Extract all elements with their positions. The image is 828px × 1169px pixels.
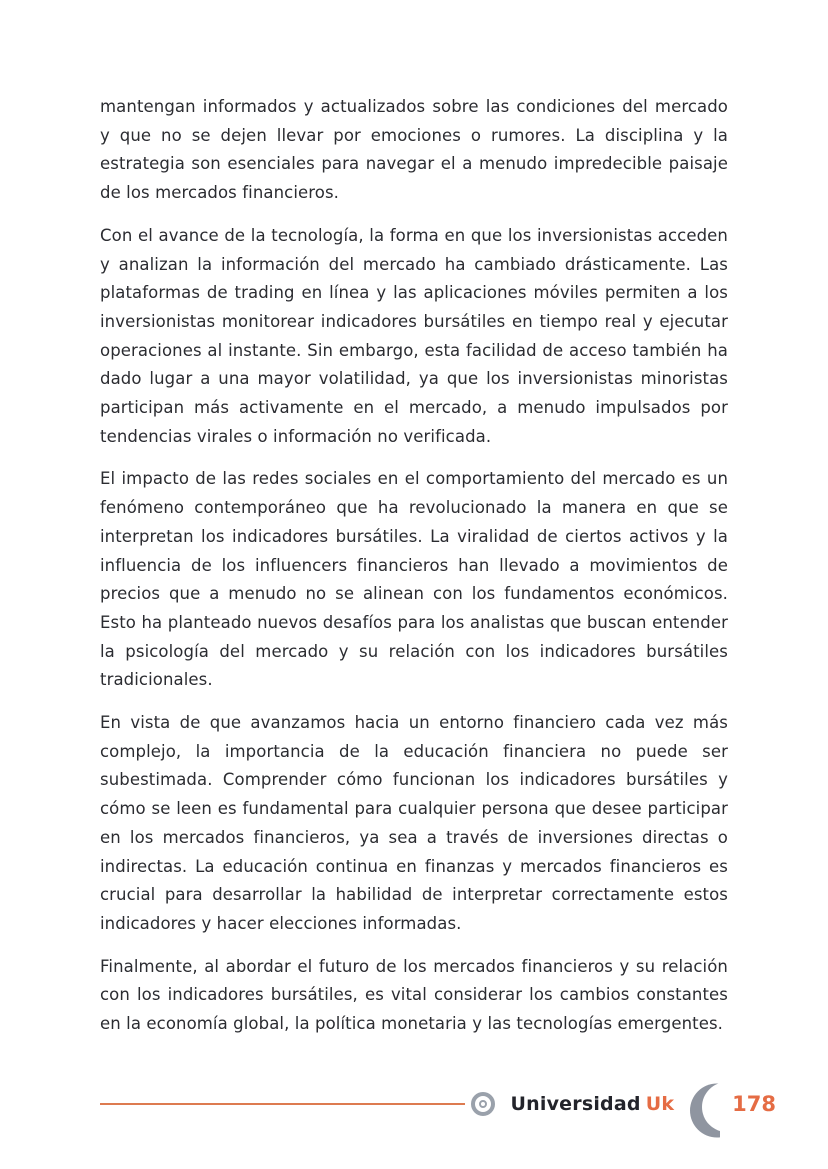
paragraph: En vista de que avanzamos hacia un entorno financiero cada vez más complejo, la importancia de la educación financiera no puede ser subestimada. Comprender cómo funcionan los indicadores bursátiles y cómo se leen es fundamental para cualquier persona que desee participar en los mercados financieros, ya sea a través de inversiones directas o indirectas. La educación continua en finanzas y mercados financieros es crucial para desarrollar la habilidad de interpretar correctamente estos indicadores y hacer elecciones informadas. — [100, 713, 728, 933]
paragraph: mantengan informados y actualizados sobre las condiciones del mercado y que no se dejen llevar por emociones o rumores. La disciplina y la estrategia son esenciales para navegar el a menudo impredecible paisaje de los mercados financieros. — [100, 97, 728, 203]
bullseye-dot — [479, 1100, 487, 1108]
page-content — [100, 93, 728, 1039]
brand-name: Universidad — [510, 1093, 641, 1115]
paragraph: El impacto de las redes sociales en el comportamiento del mercado es un fenómeno contemporáneo que ha revolucionado la manera en que se interpretan los indicadores bursátiles. La viralidad de ciertos activos y la influencia de los influencers financieros han llevado a movimientos de precios que a menudo no se alinean con los fundamentos económicos. Esto ha planteado nuevos desafíos para los analistas que buscan entender la psicología del mercado y su relación con los indicadores bursátiles tradicionales. — [100, 469, 728, 690]
footer-divider — [100, 1103, 465, 1105]
brand-logo — [511, 1093, 675, 1115]
page-number: 178 — [732, 1092, 776, 1116]
crescent-icon — [690, 1082, 720, 1139]
paragraph: Finalmente, al abordar el futuro de los mercados financieros y su relación con los indicadores bursátiles, es vital considerar los cambios constantes en la economía global, la política monetaria y las tecnologías emergentes. — [100, 956, 728, 1034]
brand-suffix: Uk — [645, 1093, 675, 1115]
bullseye-icon — [471, 1092, 495, 1116]
page-footer — [100, 1072, 776, 1136]
paragraph: Con el avance de la tecnología, la forma en que los inversionistas acceden y analizan la información del mercado ha cambiado drásticamente. Las plataformas de trading en línea y las aplicaciones móviles permiten a los inversionistas monitorear indicadores bursátiles en tiempo real y ejecutar operaciones al instante. Sin embargo, esta facilidad de acceso también ha dado lugar a una mayor volatilidad, ya que los inversionistas minoristas participan más activamente en el mercado, a menudo impulsados por tendencias virales o información no verificada. — [100, 225, 728, 446]
